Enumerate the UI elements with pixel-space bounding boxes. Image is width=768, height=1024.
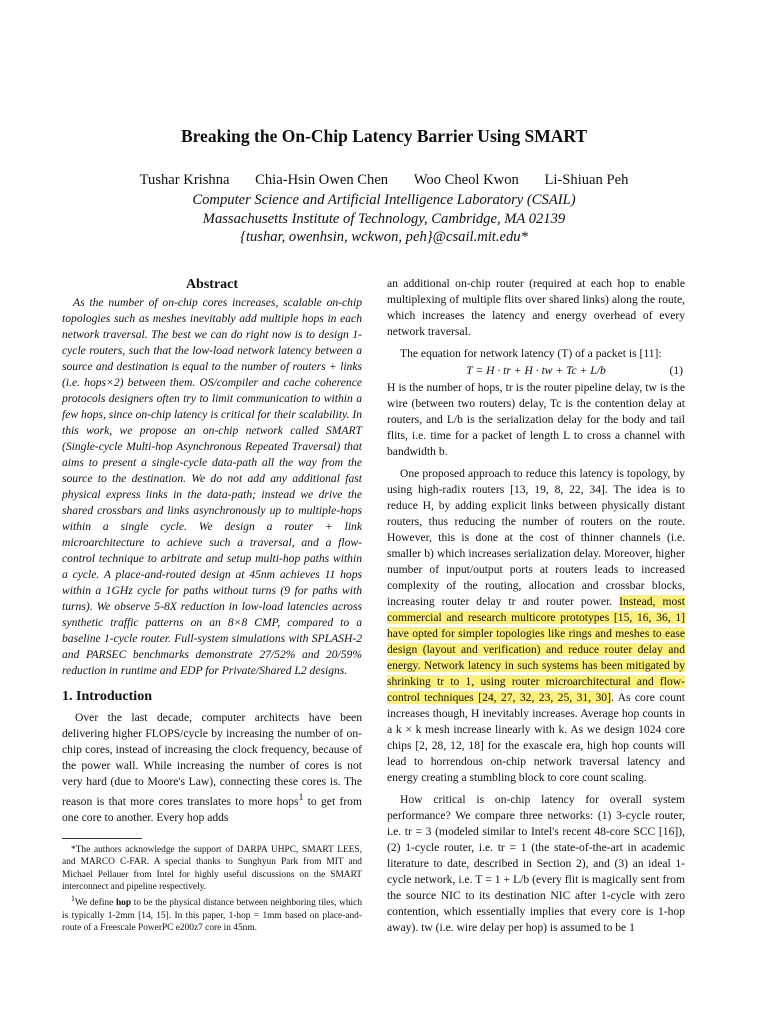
paragraph: How critical is on-chip latency for overall system performance? We compare three networks: (1) 3-cycle router, i.e. tr = 3 (modeled similar to Intel's recent 48-core SCC [16]), (2) 1-cycle router, i.e. tr = 1 (the state-of-the-art in academic literature to date, described in Section 2), and (3) an ideal 1-cycle network, i.e. T = 1 + L/b (every flit is magically sent from the source NIC to its destination NIC after 1-cycle with zero contention, which essentially implies that every core is 1-hop away). tw (i.e. wire delay per hop) is assumed to be 1 [387,793,685,934]
footnote-hop-definition: $^1$We define hop to be the physical distance between neighboring tiles, which is typically 1-2mm [14, 15]. In this paper, 1-hop = 1mm based on place-and-route of a Freescale PowerPC e200z7 core in 45nm. [62,894,363,934]
paper-title: Breaking the On-Chip Latency Barrier Using SMART [180,126,588,146]
abstract-heading: Abstract [185,277,239,292]
equation-number: (1) [669,364,683,377]
paragraph: H is the number of hops, tr is the router pipeline delay, tw is the wire (between two routers) delay, Tc is the contention delay at routers, and L/b is the serialization delay for the body and tail flits, i.e. time for a packet of length L to cross a channel with bandwidth b. [387,381,685,458]
right-column [387,276,685,936]
paragraph: One proposed approach to reduce this latency is topology, by using high-radix routers [13, 19, 8, 22, 34]. The idea is to reduce H, by adding explicit links between physically distant routers, thus reducing the number of routers on the route. However, this is done at the cost of thinner channels (i.e. smaller b) which increases serialization delay. Moreover, higher number of input/output ports at routers leads to increased complexity of the routing, allocation and crossbar blocks, increasing router delay tr and router power. Instead, most commercial and research multicore prototypes [15, 16, 36, 1] have opted for simpler topologies like rings and meshes to ease design (layout and verification) and reduce router delay and energy. Network latency in such systems has been mitigated by shrinking tr to 1, using router microarchitectural and flow-control techniques [24, 27, 32, 23, 25, 31, 30]. As core count increases though, H inevitably increases. Average hop counts in a k × k mesh increase linearly with k. As we design 1024 core chips [2, 28, 12, 18] for the exascale era, high hop counts will lead to horrendous on-chip network traversal latency and energy creating a stumbling block to core count scaling. [387,467,686,784]
equation [387,363,685,379]
paragraph: an additional on-chip router (required at each hop to enable multiplexing of multiple flits over shared links) along the route, which increases the latency and energy overhead of every network traversal. [387,277,685,338]
author-emails: {tushar, owenhsin, wckwon, peh}@csail.mit.edu* [240,229,528,245]
author-list [0,172,768,189]
author-name: Woo Cheol Kwon [413,172,519,188]
intro-paragraph: Over the last decade, computer architects have been delivering higher FLOPS/cycle by increasing the number of on-chip cores, instead of increasing the clock frequency, because of the power wall. While increasing the number of cores is not very hard (due to Moore's Law), connecting these cores is. The reason is that more cores translates to more hops$^1$ to get from one core to another. Every hop adds [62,711,362,824]
footnote-ref: 1 [298,792,304,803]
left-column [62,276,362,935]
author-name: Li-Shiuan Peh [544,172,629,188]
abstract-text: As the number of on-chip cores increases, scalable on-chip topologies such as meshes inevitably add multiple hops in each network traversal. The best we can do right now is to design 1-cycle routers, such that the low-load network latency between a source and destination is equal to the number of routers + links (i.e. hops×2) between them. OS/compiler and cache coherence protocols designers often try to limit communication to within a few hops, since on-chip latency is critical for their scalability. In this work, we propose an on-chip network called SMART (Single-cycle Multi-hop Asynchronous Repeated Traversal) that aims to present a single-cycle data-path all the way from the source to the destination. We do not add any additional fast physical express links in the data-path; instead we drive the shared crossbars and links asynchronously up to multiple-hops within a single cycle. We design a router + link microarchitecture to achieve such a traversal, and a flow-control technique to arbitrate and setup multi-hop paths within a cycle. A place-and-routed design at 45nm achieves 11 hops within a 1GHz cycle for paths without turns (9 for paths with turns). We observe 5-8X reduction in low-load latencies across synthetic traffic patterns on an 8×8 CMP, compared to a baseline 1-cycle router. Full-system simulations with SPLASH-2 and PARSEC benchmarks demonstrate 27/52% and 20/59% reduction in runtime and EDP for Private/Shared L2 designs. [62,296,362,677]
equation-formula: T = H · tr + H · tw + Tc + L/b [466,364,606,377]
footnote-rule [62,838,142,839]
highlighted-text: Instead, most commercial and research multicore prototypes [15, 16, 36, 1] have opted for simpler topologies like rings and meshes to ease design (layout and verification) and reduce router delay and energy. Network latency in such systems has been mitigated by shrinking tr to 1, using router microarchitectural and flow-control techniques [24, 27, 32, 23, 25, 31, 30] [387,595,685,704]
author-name: Tushar Krishna [139,172,230,188]
author-name: Chia-Hsin Owen Chen [255,172,389,188]
affiliation-institute: Massachusetts Institute of Technology, Cambridge, MA 02139 [202,211,566,227]
paragraph: The equation for network latency (T) of a packet is [11]: [400,347,662,360]
section-heading-introduction: 1. Introduction [62,689,152,704]
footnote-acknowledgement: *The authors acknowledge the support of DARPA UHPC, SMART LEES, and MARCO C-FAR. A special thanks to Sunghyun Park from MIT and Michael Pellauer from Intel for highly useful discussions on the SMART interconnect and pipeline respectively. [62,844,362,893]
affiliation-lab: Computer Science and Artificial Intelligence Laboratory (CSAIL) [192,192,576,208]
